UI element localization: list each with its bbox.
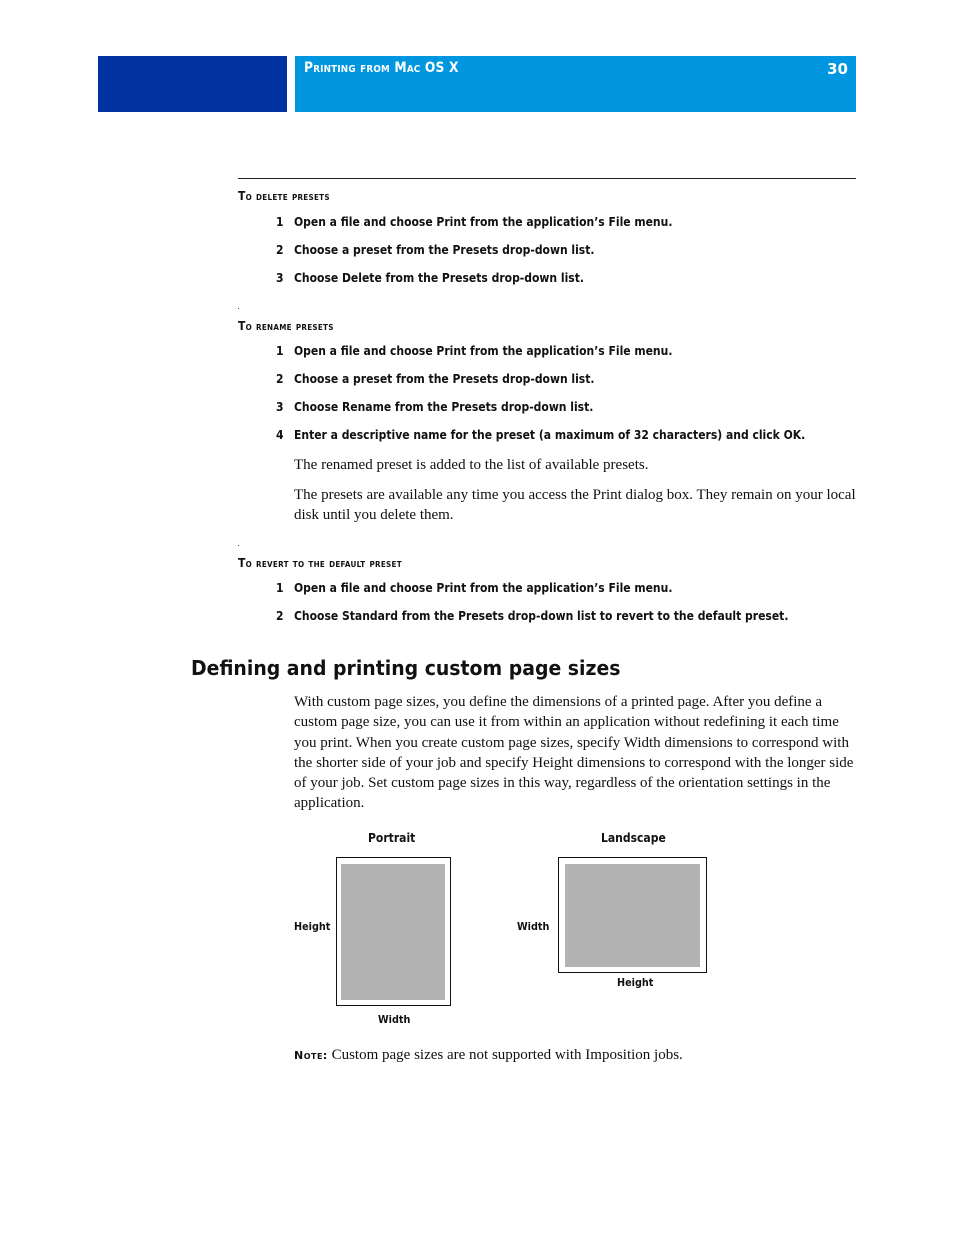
step-item	[276, 344, 672, 358]
step-text: Choose Standard from the Presets drop-down list to revert to the default preset.	[294, 609, 789, 623]
section-title-custom-page-sizes: Defining and printing custom page sizes	[191, 656, 621, 680]
step-item	[276, 372, 595, 386]
step-number: 1	[276, 344, 284, 358]
landscape-page-frame	[558, 857, 707, 973]
body-paragraph: With custom page sizes, you define the dimensions of a printed page. After you define a custom page size, you can use it from within an application without redefining it each time you print. When you create custom page sizes, specify Width dimensions to correspond with the shorter side of your job and specify Height dimensions to correspond with the longer side of your job. Set custom page sizes in this way, regardless of the orientation settings in the application.	[294, 694, 854, 812]
landscape-title: Landscape	[601, 831, 666, 845]
landscape-width-label: Width	[517, 921, 550, 933]
portrait-height-label: Height	[294, 921, 331, 933]
landscape-page-fill	[565, 864, 700, 967]
note	[294, 1047, 683, 1064]
step-text: Choose a preset from the Presets drop-down list.	[294, 372, 595, 386]
step-text: Open a file and choose Print from the application’s File menu.	[294, 581, 673, 595]
step-text: Open a file and choose Print from the application’s File menu.	[294, 344, 673, 358]
step-item	[276, 243, 595, 257]
portrait-page-frame	[336, 857, 451, 1006]
portrait-width-label: Width	[378, 1014, 411, 1026]
section-heading-revert-preset: To revert to the default preset	[238, 556, 402, 570]
step-item	[276, 215, 672, 229]
step-text: Enter a descriptive name for the preset (a maximum of 32 characters) and click OK.	[294, 428, 806, 442]
step-text: Open a file and choose Print from the application’s File menu.	[294, 215, 673, 229]
body-paragraph: The presets are available any time you access the Print dialog box. They remain on your local disk until you delete them.	[294, 487, 856, 524]
portrait-title: Portrait	[368, 831, 416, 845]
step-number: 3	[276, 271, 284, 285]
step-number: 2	[276, 243, 284, 257]
section-rule	[238, 178, 856, 179]
step-number: 3	[276, 400, 284, 414]
step-text: Choose a preset from the Presets drop-down list.	[294, 243, 595, 257]
step-item	[276, 609, 788, 623]
step-text: Choose Delete from the Presets drop-down list.	[294, 271, 584, 285]
page-number: 30	[827, 60, 848, 78]
section-heading-rename-presets: To rename presets	[238, 319, 334, 333]
step-number: 1	[276, 215, 284, 229]
header-left-block	[98, 56, 287, 112]
step-item	[276, 428, 805, 442]
step-number: 1	[276, 581, 284, 595]
body-paragraph: The renamed preset is added to the list of available presets.	[294, 457, 649, 473]
portrait-page-fill	[341, 864, 445, 1000]
step-item	[276, 581, 672, 595]
section-heading-delete-presets: To delete presets	[238, 189, 330, 203]
divider-mark	[238, 308, 239, 309]
step-number: 2	[276, 372, 284, 386]
divider-mark	[238, 545, 239, 546]
step-item	[276, 400, 593, 414]
note-text: Custom page sizes are not supported with Imposition jobs.	[331, 1047, 683, 1063]
landscape-height-label: Height	[617, 977, 654, 989]
step-item	[276, 271, 584, 285]
step-number: 4	[276, 428, 284, 442]
step-text: Choose Rename from the Presets drop-down list.	[294, 400, 594, 414]
step-number: 2	[276, 609, 284, 623]
note-label: Note:	[294, 1049, 328, 1062]
header-title: Printing from Mac OS X	[304, 60, 459, 76]
